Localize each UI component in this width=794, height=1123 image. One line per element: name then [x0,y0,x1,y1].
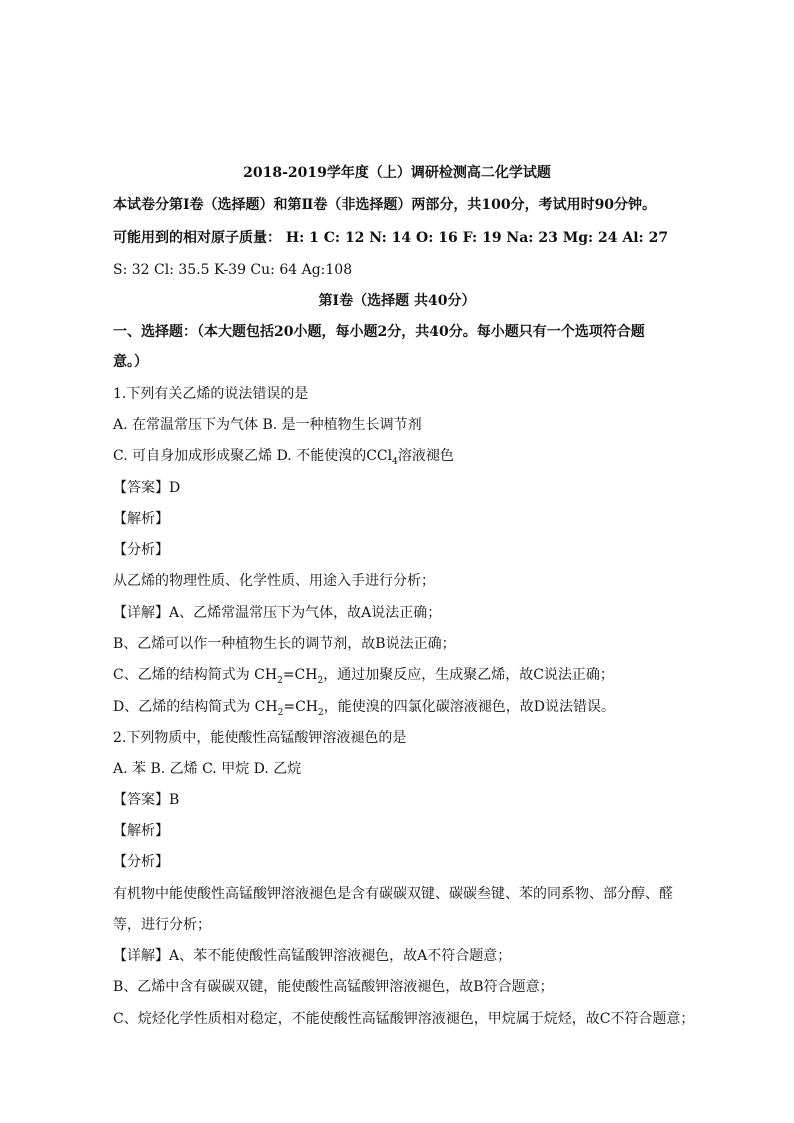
q2-answer: 【答案】B [113,792,180,808]
section-instruction-1: 一、选择题：（本大题包括20小题，每小题2分，共40分。每小题只有一个选项符合题 [113,324,645,340]
q1-fenxi-label: 【分析】 [113,542,169,558]
q1-stem: 1.下列有关乙烯的说法错误的是 [113,386,309,402]
q1-answer: 【答案】D [113,480,181,496]
q1-detail-d [113,697,615,717]
q1-detail-a: 【详解】A、乙烯常温常压下为气体，故A说法正确； [113,605,442,621]
q1-option-c-tail: 溶液褪色 [397,448,454,464]
section-instruction-2: 意。） [113,354,148,370]
q1-detail-c-mid: =CH [282,667,318,683]
q2-fenxi-label: 【分析】 [113,854,169,870]
section-title: 第Ⅰ卷（选择题 共40分） [318,293,476,309]
atomic-masses-line-2: S: 32 Cl: 35.5 K-39 Cu: 64 Ag:108 [113,262,353,278]
q2-detail-a: 【详解】A、苯不能使酸性高锰酸钾溶液褪色，故A不符合题意； [113,948,512,964]
q2-analysis-label: 【解析】 [113,823,169,839]
q1-detail-c-post: ，通过加聚反应，生成聚乙烯，故C说法正确； [323,667,614,683]
q1-option-c-subscript: 4 [392,456,398,467]
atomic-masses-line-1: 可能用到的相对原子质量： H: 1 C: 12 N: 14 O: 16 F: 19 Na: 23 Mg: 24 Al: 27 [113,230,669,246]
q2-detail-c: C、烷烃化学性质相对稳定，不能使酸性高锰酸钾溶液褪色，甲烷属于烷烃，故C不符合题意； [113,1011,695,1027]
exam-title: 2018-2019学年度（上）调研检测高二化学试题 [243,165,551,181]
q1-detail-c [113,665,614,685]
q1-detail-b: B、乙烯可以作一种植物生长的调节剂，故B说法正确； [113,636,456,652]
q2-stem: 2.下列物质中，能使酸性高锰酸钾溶液褪色的是 [113,730,407,746]
q1-detail-d-sub-2: 2 [318,707,324,718]
q1-detail-d-mid: =CH [283,699,318,715]
q2-fenxi-2: 等，进行分析； [113,917,211,933]
q1-detail-d-post: ，能使溴的四氯化碳溶液褪色，故D说法错误。 [323,699,615,715]
q1-detail-c-sub-2: 2 [317,675,324,686]
q1-fenxi: 从乙烯的物理性质、化学性质、用途入手进行分析； [113,573,435,589]
q2-options: A. 苯 B. 乙烯 C. 甲烷 D. 乙烷 [113,761,302,777]
q1-analysis-label: 【解析】 [113,511,169,527]
q1-options-ab: A. 在常温常压下为气体 B. 是一种植物生长调节剂 [113,417,422,433]
q1-detail-d-pre: D、乙烯的结构简式为 CH [113,699,278,715]
q2-fenxi-1: 有机物中能使酸性高锰酸钾溶液褪色是含有碳碳双键、碳碳叁键、苯的同系物、部分醇、醛 [113,886,673,902]
q1-option-c-text: C. 可自身加成形成聚乙烯 D. 不能使溴的CCl [113,448,393,464]
q1-detail-c-pre: C、乙烯的结构简式为 CH [113,667,278,683]
exam-intro: 本试卷分第Ⅰ卷（选择题）和第Ⅱ卷（非选择题）两部分，共100分，考试用时90分钟。 [113,197,657,213]
q1-detail-d-sub-1: 2 [277,707,284,718]
q2-detail-b: B、乙烯中含有碳碳双键，能使酸性高锰酸钾溶液褪色，故B符合题意； [113,979,554,995]
q1-detail-c-sub-1: 2 [277,675,283,686]
q1-options-cd [113,446,454,466]
